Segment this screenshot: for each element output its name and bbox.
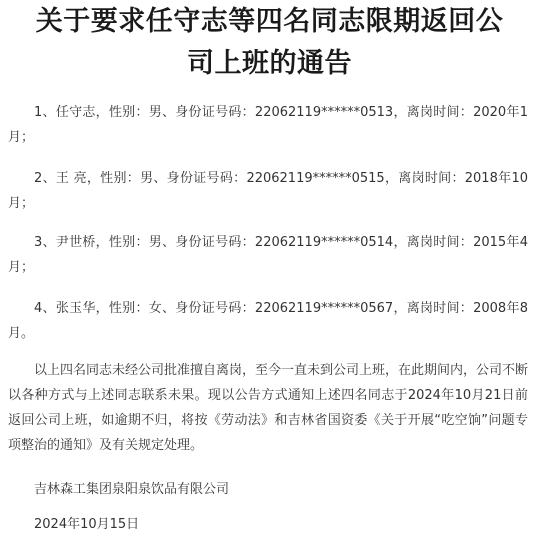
person-item-2: 2、王 亮，性别：男、身份证号码：22062119******0515，离岗时间：2018年10月； xyxy=(8,171,528,211)
notice-title-line-1: 关于要求任守志等四名同志限期返回公 xyxy=(35,6,504,37)
person-item-3: 3、尹世桥，性别：男、身份证号码：22062119******0514，离岗时间：2015年4月； xyxy=(8,235,528,275)
notice-body: 以上四名同志未经公司批准擅自离岗，至今一直未到公司上班，在此期间内，公司不断以各种方式与上述同志联系未果。现以公告方式通知上述四名同志于2024年10月21日前返回公司上班，如逾期不归，将按《劳动法》和吉林省国资委《关于开展“吃空饷”问题专项整治的通知》及有关规定处理。 xyxy=(8,363,529,453)
issue-date: 2024年10月15日 xyxy=(34,517,140,532)
person-item-1: 1、任守志，性别：男、身份证号码：22062119******0513，离岗时间：2020年1月； xyxy=(8,105,528,145)
issuer-name: 吉林森工集团泉阳泉饮品有限公司 xyxy=(34,482,230,497)
notice-title-line-2: 司上班的通告 xyxy=(187,48,352,79)
person-item-4: 4、张玉华，性别：女、身份证号码：22062119******0567，离岗时间：2008年8月。 xyxy=(8,301,528,341)
